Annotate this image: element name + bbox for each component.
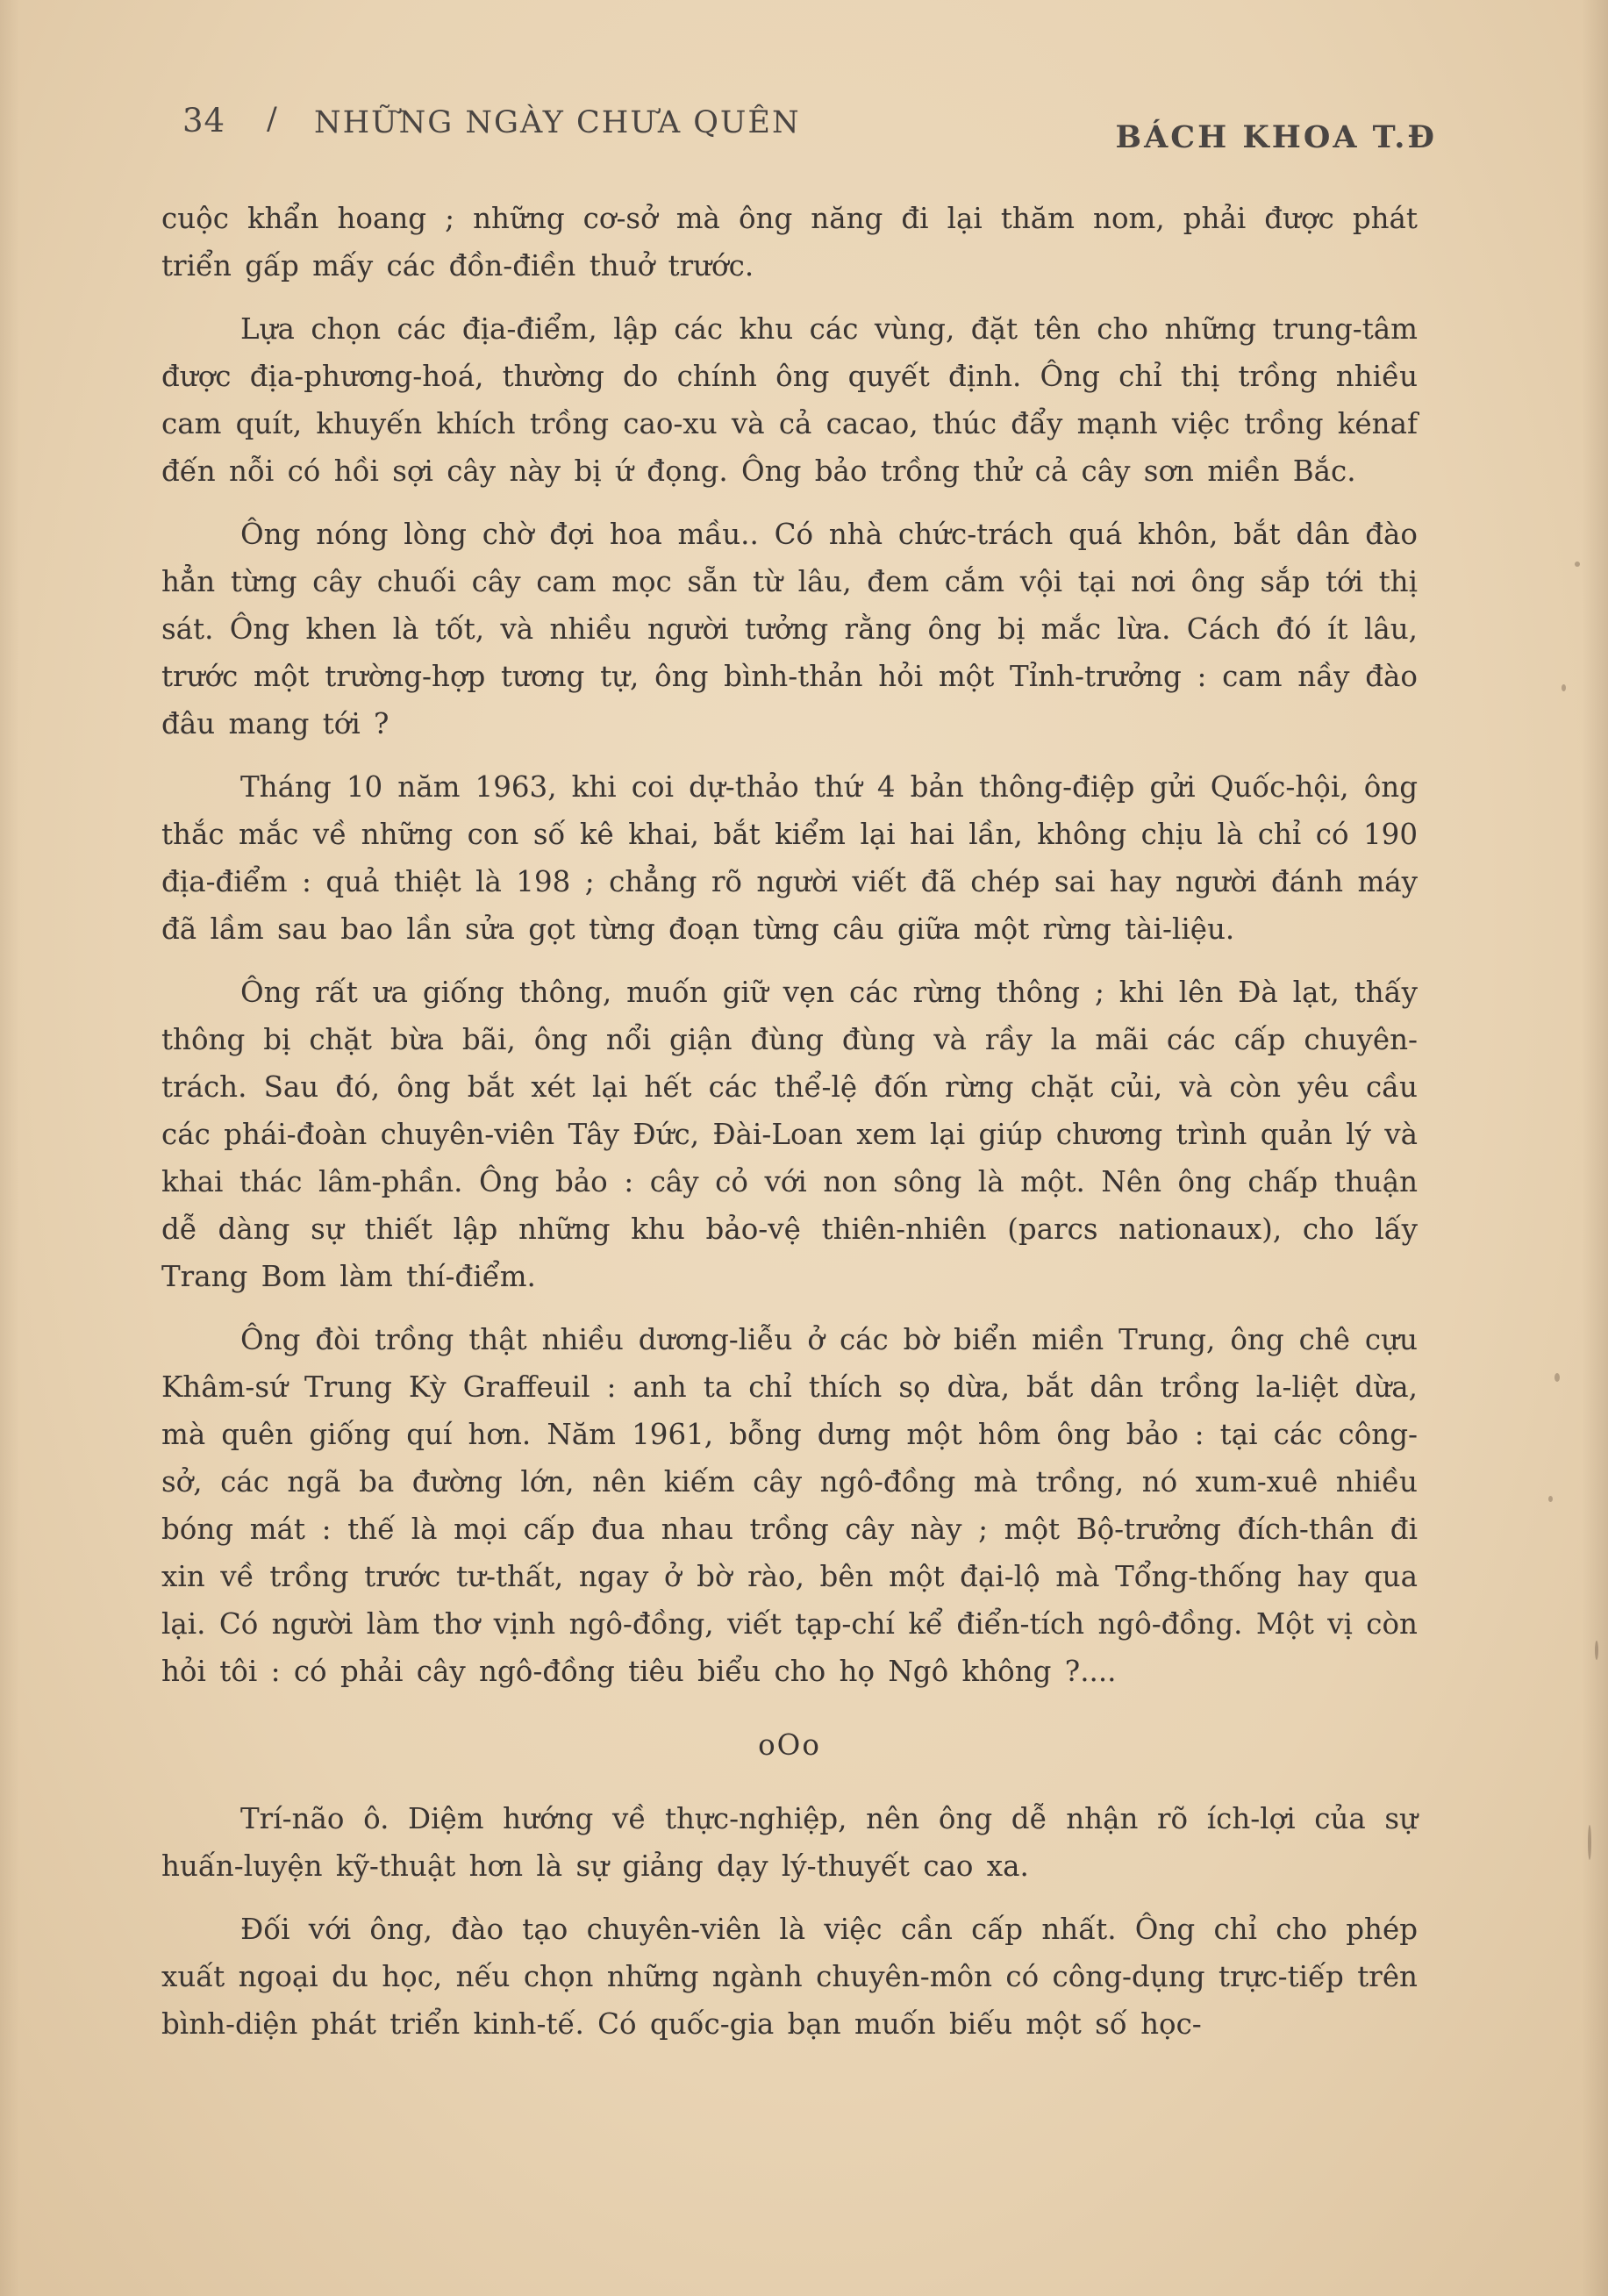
- paper-speck: [1595, 1641, 1598, 1660]
- paper-speck: [1588, 1825, 1591, 1860]
- paragraph: Ông rất ưa giống thông, muốn giữ vẹn các rừng thông ; khi lên Đà lạt, thấy thông bị chặt bừa bãi, ông nổi giận đùng đùng và rầy la mãi các cấp chuyên-trách. Sau đó, ông bắt xét lại hết các thể-lệ đốn rừng chặt củi, và còn yêu cầu các phái-đoàn chuyên-viên Tây Đức, Đài-Loan xem lại giúp chương trình quản lý và khai thác lâm-phần. Ông bảo : cây cỏ với non sông là một. Nên ông chấp thuận dễ dàng sự thiết lập những khu bảo-vệ thiên-nhiên (parcs nationaux), cho lấy Trang Bom làm thí-điểm.: [161, 976, 1418, 1293]
- paper-speck: [1575, 561, 1580, 567]
- page-number: 34: [182, 102, 226, 139]
- paper-speck: [1548, 1496, 1553, 1502]
- page-header: [182, 98, 1437, 155]
- section-separator: oOo: [758, 1728, 821, 1762]
- running-title: NHỮNG NGÀY CHƯA QUÊN: [314, 105, 801, 140]
- page-left-shadow: [0, 0, 19, 2296]
- article-body: [161, 195, 1418, 2064]
- paragraph: Trí-não ô. Diệm hướng về thực-nghiệp, nên ông dễ nhận rõ ích-lợi của sự huấn-luyện kỹ-thuật hơn là sự giảng dạy lý-thuyết cao xa.: [161, 1802, 1418, 1883]
- paragraph: Ông đòi trồng thật nhiều dương-liễu ở các bờ biển miền Trung, ông chê cựu Khâm-sứ Trung Kỳ Graffeuil : anh ta chỉ thích sọ dừa, bắt dân trồng la-liệt dừa, mà quên giống quí hơn. Năm 1961, bỗng dưng một hôm ông bảo : tại các công-sở, các ngã ba đường lớn, nên kiếm cây ngô-đồng mà trồng, nó xum-xuê nhiều bóng mát : thế là mọi cấp đua nhau trồng cây này ; một Bộ-trưởng đích-thân đi xin về trồng trước tư-thất, ngay ở bờ rào, bên một đại-lộ mà Tổng-thống hay qua lại. Có người làm thơ vịnh ngô-đồng, viết tạp-chí kể điển-tích ngô-đồng. Một vị còn hỏi tôi : có phải cây ngô-đồng tiêu biểu cho họ Ngô không ?....: [161, 1323, 1418, 1688]
- page-right-shadow: [1582, 0, 1608, 2296]
- paragraph: Tháng 10 năm 1963, khi coi dự-thảo thứ 4 bản thông-điệp gửi Quốc-hội, ông thắc mắc về những con số kê khai, bắt kiểm lại hai lần, không chịu là chỉ có 190 địa-điểm : quả thiệt là 198 ; chẳng rõ người viết đã chép sai hay người đánh máy đã lầm sau bao lần sửa gọt từng đoạn từng câu giữa một rừng tài-liệu.: [161, 770, 1418, 946]
- paragraph: Đối với ông, đào tạo chuyên-viên là việc cần cấp nhất. Ông chỉ cho phép xuất ngoại du học, nếu chọn những ngành chuyên-môn có công-dụng trực-tiếp trên bình-diện phát triển kinh-tế. Có quốc-gia bạn muốn biếu một số học-: [161, 1913, 1418, 2041]
- paragraph: Ông nóng lòng chờ đợi hoa mầu.. Có nhà chức-trách quá khôn, bắt dân đào hẳn từng cây chuối cây cam mọc sẵn từ lâu, đem cắm vội tại nơi ông sắp tới thị sát. Ông khen là tốt, và nhiều người tưởng rằng ông bị mắc lừa. Cách đó ít lâu, trước một trường-hợp tương tự, ông bình-thản hỏi một Tỉnh-trưởng : cam nầy đào đâu mang tới ?: [161, 518, 1418, 740]
- header-separator: /: [267, 102, 277, 137]
- paper-speck: [1562, 684, 1566, 691]
- paragraph: Lựa chọn các địa-điểm, lập các khu các vùng, đặt tên cho những trung-tâm được địa-phương-hoá, thường do chính ông quyết định. Ông chỉ thị trồng nhiều cam quít, khuyến khích trồng cao-xu và cả cacao, thúc đẩy mạnh việc trồng kénaf đến nỗi có hồi sợi cây này bị ứ đọng. Ông bảo trồng thử cả cây sơn miền Bắc.: [161, 312, 1418, 488]
- journal-name: BÁCH KHOA T.Đ: [1115, 119, 1437, 155]
- paper-speck: [1554, 1373, 1560, 1382]
- paragraph: cuộc khẩn hoang ; những cơ-sở mà ông năng đi lại thăm nom, phải được phát triển gấp mấy các đồn-điền thuở trước.: [161, 202, 1418, 283]
